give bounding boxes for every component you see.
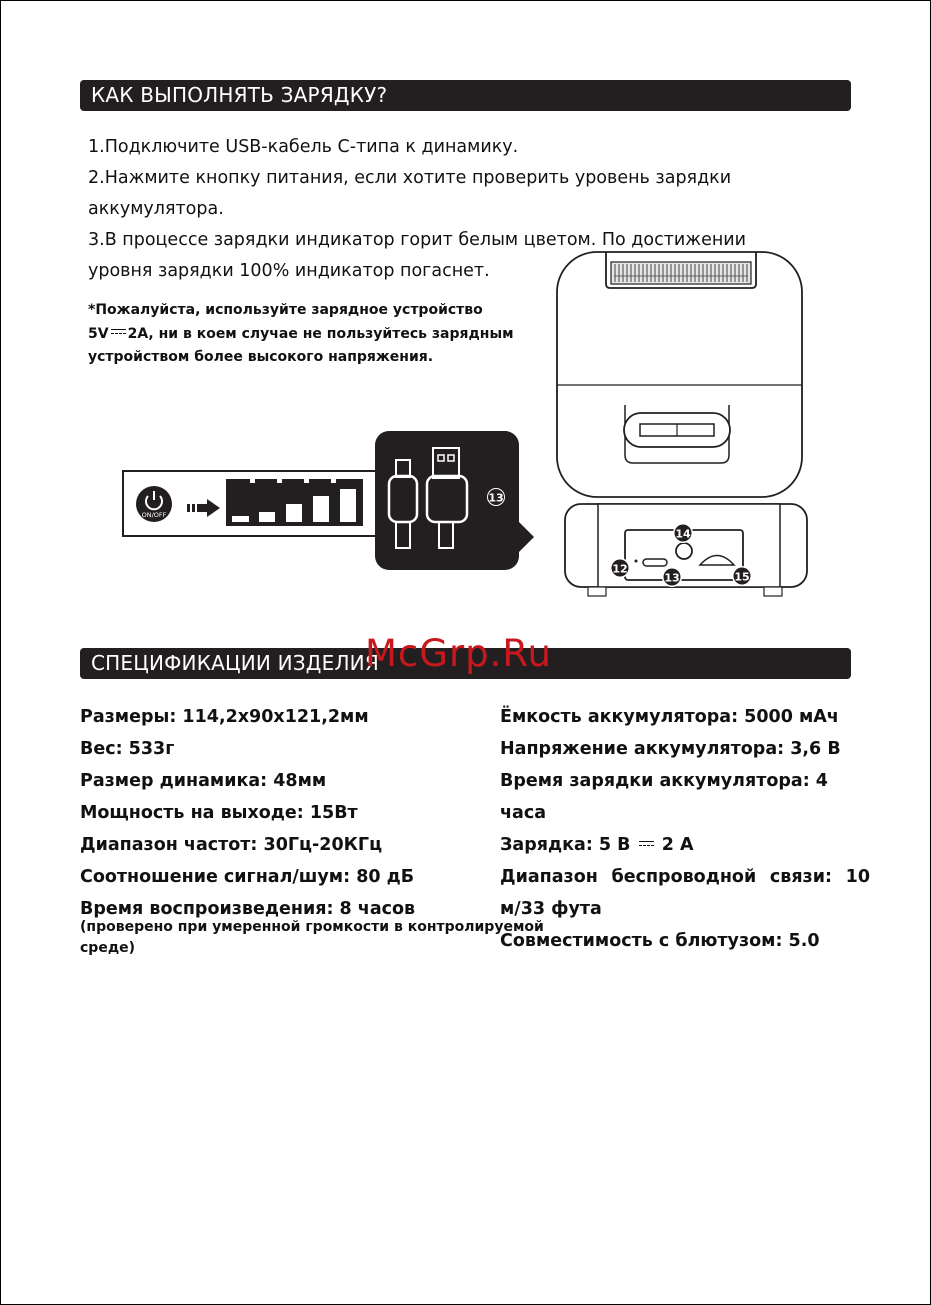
voltage-value: 5V	[88, 325, 109, 342]
playtime-note-line-2: среде)	[80, 940, 136, 956]
spec-battery-voltage: Напряжение аккумулятора: 3,6 В	[500, 739, 841, 759]
step-3-cont: уровня зарядки 100% индикатор погаснет.	[88, 261, 490, 281]
callout-14	[673, 523, 693, 543]
spec-driver-size: Размер динамика: 48мм	[80, 771, 327, 791]
note-line-3: устройством более высокого напряжения.	[88, 349, 434, 365]
speaker-illustration	[557, 252, 807, 596]
step-3: 3.В процессе зарядки индикатор горит белым цветом. По достижении	[88, 230, 747, 250]
charging-illustration	[120, 250, 820, 610]
power-button-label: ON/OFF	[141, 511, 167, 519]
dc-symbol-icon	[638, 839, 655, 849]
spec-bluetooth: Совместимость с блютузом: 5.0	[500, 931, 820, 951]
aux-jack-icon	[676, 543, 692, 559]
battery-indicator-panel	[123, 471, 393, 536]
charging-current: 2 А	[661, 835, 694, 855]
callout-12	[610, 558, 630, 578]
watermark: McGrp.Ru	[365, 632, 552, 675]
step-2: 2.Нажмите кнопку питания, если хотите проверить уровень зарядки	[88, 168, 732, 188]
playtime-note	[80, 917, 550, 959]
specifications-heading: СПЕЦИФИКАЦИИ ИЗДЕЛИЯ	[80, 648, 851, 679]
spec-weight: Вес: 533г	[80, 739, 175, 759]
spec-charging	[500, 829, 870, 861]
spec-playtime: Время воспроизведения: 8 часов	[80, 899, 416, 919]
note-line-1: *Пожалуйста, используйте зарядное устройство	[88, 302, 483, 318]
usb-c-port-icon	[643, 559, 667, 566]
spec-output-power: Мощность на выходе: 15Вт	[80, 803, 358, 823]
spec-wireless-range: Диапазон беспроводной связи: 10	[500, 867, 870, 887]
svg-text:13: 13	[488, 491, 504, 505]
svg-text:14: 14	[675, 527, 691, 541]
step-2-cont: аккумулятора.	[88, 199, 224, 219]
callout-13	[662, 567, 682, 587]
playtime-note-line-1: (проверено при умеренной громкости в контролируемой	[80, 919, 544, 935]
step-1: 1.Подключите USB-кабель C-типа к динамику.	[88, 137, 519, 157]
charging-heading: КАК ВЫПОЛНЯТЬ ЗАРЯДКУ?	[80, 80, 851, 111]
spec-frequency-range: Диапазон частот: 30Гц-20КГц	[80, 835, 383, 855]
spec-dimensions: Размеры: 114,2x90x121,2мм	[80, 707, 369, 727]
cable-illustration	[375, 431, 534, 570]
spec-charge-time: Время зарядки аккумулятора: 4 часа	[500, 771, 828, 823]
svg-text:15: 15	[734, 570, 750, 584]
callout-15	[732, 566, 752, 586]
svg-text:12: 12	[612, 562, 628, 576]
specs-left-column	[80, 701, 500, 925]
note-line-2-rest: 2A, ни в коем случае не пользуйтесь зарядным	[127, 325, 514, 342]
spec-wireless-range-cont: м/33 фута	[500, 899, 602, 919]
specs-right-column	[500, 701, 870, 957]
svg-text:13: 13	[664, 571, 680, 585]
spec-battery-capacity: Ёмкость аккумулятора: 5000 мАч	[500, 707, 839, 727]
spec-snr: Соотношение сигнал/шум: 80 дБ	[80, 867, 415, 887]
charging-voltage: Зарядка: 5 В	[500, 835, 631, 855]
